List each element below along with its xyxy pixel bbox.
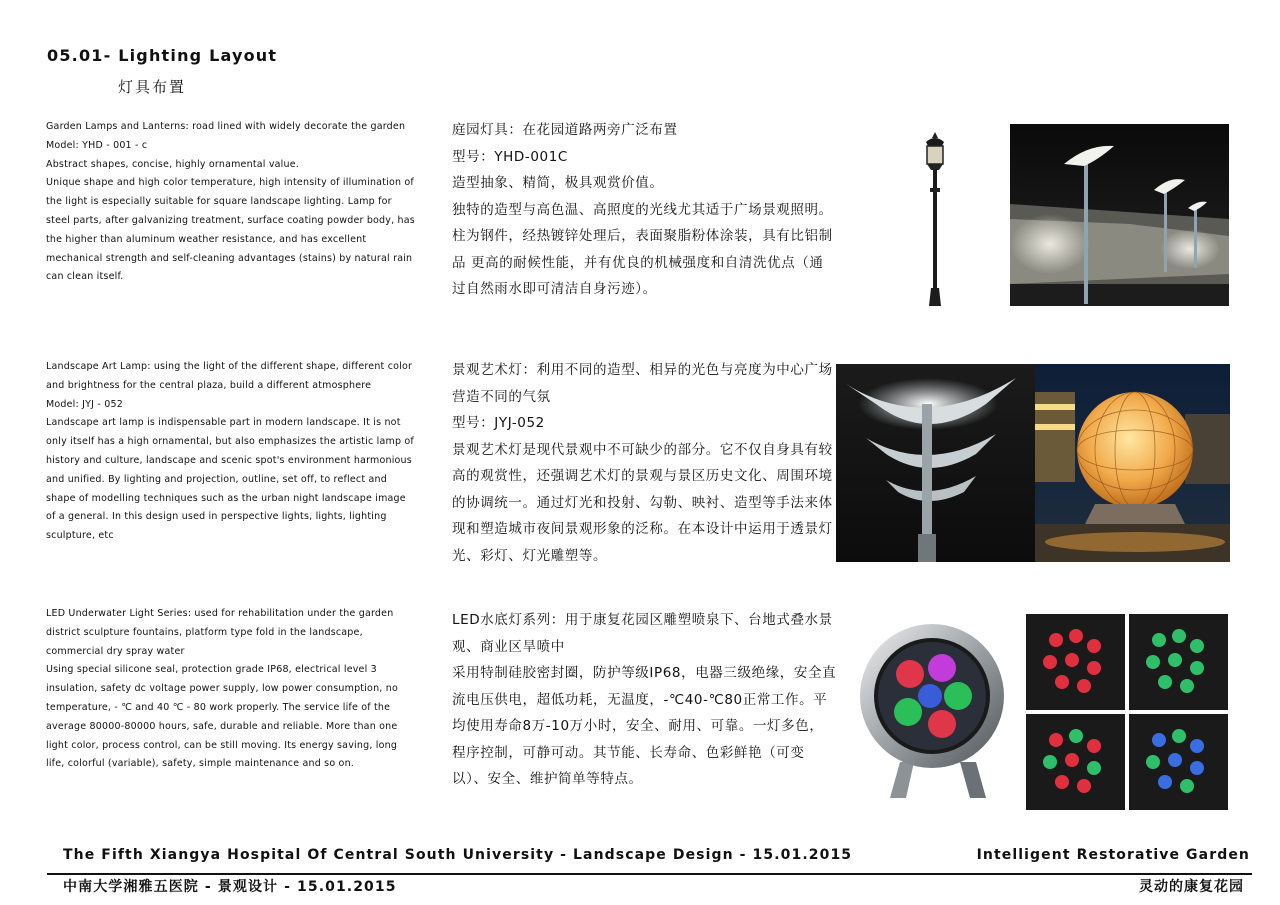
section-3-english-text <box>46 605 418 774</box>
section-2-en-heading: Landscape Art Lamp: using the light of the different shape, different color and brightness for the central plaza, build a different atmosphere <box>46 361 413 391</box>
section-1-cn-heading: 庭园灯具：在花园道路两旁广泛布置 <box>452 122 678 138</box>
footer-divider <box>47 873 1252 875</box>
section-3-cn-heading: LED水底灯系列：用于康复花园区雕塑喷泉下、台地式叠水景观、商业区旱喷中 <box>452 612 833 655</box>
section-1-cn-summary: 造型抽象、精简，极具观赏价值。 <box>452 175 664 191</box>
art-lamp-sphere-photo <box>1035 364 1230 562</box>
footer-theme-en: Intelligent Restorative Garden <box>976 847 1250 863</box>
section-1-en-body: Unique shape and high color temperature, high intensity of illumination of the light is especially suitable for square landscape lighting. Lamp for steel parts, after galvanizing treatment, surface coating powder body, has the higher than aluminum weather resistance, and has excellent mechanical strength and self-cleaning advantages (stains) by natural rain can clean itself. <box>46 177 415 283</box>
section-2-en-model: Model: JYJ - 052 <box>46 398 123 410</box>
footer-theme-cn: 灵动的康复花园 <box>1139 879 1244 895</box>
art-lamp-tree-photo <box>836 364 1035 562</box>
garden-lamp-night-photo <box>1010 124 1229 306</box>
section-1-en-summary: Abstract shapes, concise, highly ornamental value. <box>46 158 299 170</box>
section-2-en-body: Landscape art lamp is indispensable part in modern landscape. It is not only itself has a high ornamental, but also emphasizes the artistic lamp of history and culture, landscape and scenic spot's environment harmonious and unified. By lighting and projection, outline, set off, to reflect and shape of modelling techniques such as the urban night landscape image of a general. In this design used in perspective lights, lights, lighting sculpture, etc <box>46 417 414 542</box>
footer-project-title-cn: 中南大学湘雅五医院 - 景观设计 - 15.01.2015 <box>63 879 397 895</box>
section-1-cn-body: 独特的造型与高色温、高照度的光线尤其适于广场景观照明。柱为钢件，经热镀锌处理后，表面聚脂粉体涂装，具有比铝制品 更高的耐候性能，并有优良的机械强度和自清洗优点（通过自然雨水即可清洁自身污迹）。 <box>452 201 833 297</box>
section-1-en-heading: Garden Lamps and Lanterns: road lined with widely decorate the garden <box>46 121 406 132</box>
page-title: 05.01- Lighting Layout <box>47 46 278 65</box>
section-3-cn-body: 采用特制硅胶密封圈，防护等级IP68，电器三级绝缘，安全直流电压供电，超低功耗，无温度，-℃40-℃80正常工作。平均使用寿命8万-10万小时，安全、耐用、可靠。一灯多色，程序控制，可静可动。其节能、长寿命、色彩鲜艳（可变以）、安全、维护简单等特点。 <box>452 665 837 787</box>
section-2-cn-heading: 景观艺术灯：利用不同的造型、相异的光色与亮度为中心广场营造不同的气氛 <box>452 362 833 405</box>
section-1-english-text <box>46 118 418 287</box>
section-2-cn-model: 型号：JYJ-052 <box>452 415 545 431</box>
led-underwater-light-product-image <box>860 612 1010 804</box>
section-2-chinese-text <box>452 357 837 569</box>
section-2-cn-body: 景观艺术灯是现代景观中不可缺少的部分。它不仅自身具有较高的观赏性，还强调艺术灯的景观与景区历史文化、周围环境的协调统一。通过灯光和投射、勾勒、映衬、造型等手法来体现和塑造城市夜间景观形象的泛称。在本设计中运用于透景灯光、彩灯、灯光雕塑等。 <box>452 441 833 564</box>
section-3-en-body: Using special silicone seal, protection grade IP68, electrical level 3 insulation, safety dc voltage power supply, low power consumption, no temperature, - ℃ and 40 ℃ - 80 work properly. The service life of the average 80000-80000 hours, safe, durable and reliable. More than one light color, process control, can be still moving. Its energy saving, long life, colorful (variable), safety, simple maintenance and so on. <box>46 664 398 770</box>
section-1-cn-model: 型号：YHD-001C <box>452 148 568 165</box>
section-1-en-model: Model: YHD - 001 - c <box>46 139 148 151</box>
section-3-chinese-text <box>452 607 837 793</box>
section-3-en-heading: LED Underwater Light Series: used for rehabilitation under the garden district sculpture fountains, platform type fold in the landscape, commercial dry spray water <box>46 608 394 657</box>
garden-lamp-product-image <box>912 128 958 308</box>
page-subtitle-cn: 灯具布置 <box>118 78 187 96</box>
section-1-chinese-text <box>452 117 837 303</box>
section-2-english-text <box>46 358 418 546</box>
led-color-samples-photo <box>1026 614 1228 810</box>
footer-project-title-en: The Fifth Xiangya Hospital Of Central South University - Landscape Design - 15.01.2015 <box>63 847 853 863</box>
